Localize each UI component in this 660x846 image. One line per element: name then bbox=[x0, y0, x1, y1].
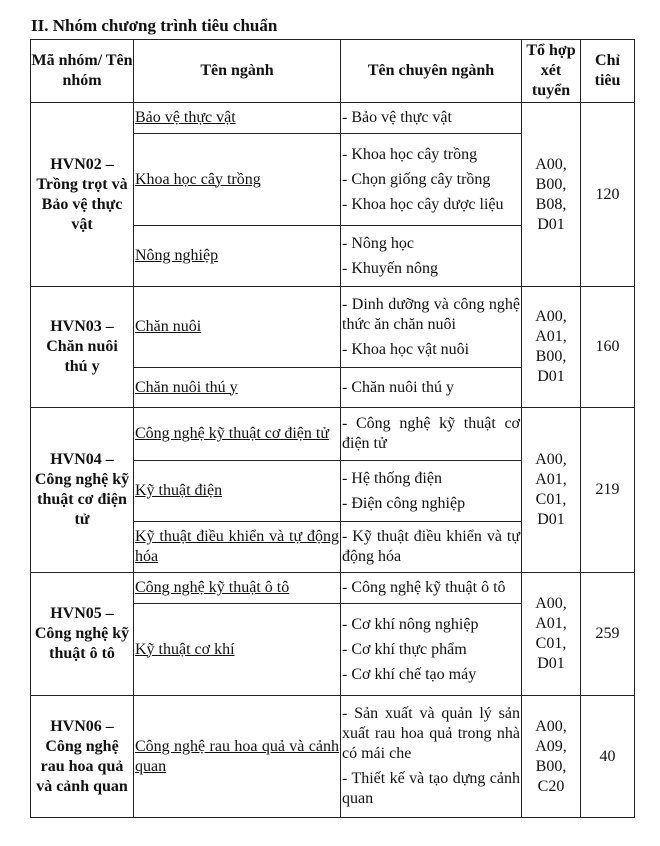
header-combination: Tổ hợp xét tuyển bbox=[522, 40, 581, 103]
group-name: HVN02 – Trồng trọt và Bảo vệ thực vật bbox=[31, 103, 134, 287]
group-name: HVN05 – Công nghệ kỹ thuật ô tô bbox=[31, 573, 134, 696]
quota: 40 bbox=[581, 696, 635, 818]
table-row bbox=[31, 696, 635, 818]
subject-combinations: A00, A01, C01, D01 bbox=[522, 408, 581, 573]
major-link[interactable]: Kỹ thuật điều khiển và tự động hóa bbox=[134, 522, 341, 573]
header-specialization: Tên chuyên ngành bbox=[341, 40, 522, 103]
major-link[interactable]: Công nghệ kỹ thuật ô tô bbox=[134, 573, 341, 604]
specialization-item: - Công nghệ kỹ thuật cơ điện tử bbox=[342, 415, 520, 452]
table-row bbox=[31, 287, 635, 368]
table-row bbox=[31, 573, 635, 604]
specializations bbox=[341, 134, 522, 226]
specialization-item: - Nông học bbox=[342, 234, 414, 252]
major-link[interactable]: Kỹ thuật cơ khí bbox=[134, 604, 341, 696]
header-group: Mã nhóm/ Tên nhóm bbox=[31, 40, 134, 103]
specializations bbox=[341, 522, 522, 573]
specialization-item: - Chọn giống cây trồng bbox=[342, 170, 491, 188]
specialization-item: - Hệ thống điện bbox=[342, 469, 442, 487]
specializations bbox=[341, 604, 522, 696]
specialization-item: - Dinh dưỡng và công nghệ thức ăn chăn nuôi bbox=[342, 295, 520, 333]
specializations bbox=[341, 287, 522, 368]
specialization-item: - Bảo vệ thực vật bbox=[342, 109, 452, 126]
major-link[interactable]: Chăn nuôi bbox=[134, 287, 341, 368]
section-title: II. Nhóm chương trình tiêu chuẩn bbox=[31, 16, 278, 35]
major-link[interactable]: Chăn nuôi thú y bbox=[134, 368, 341, 408]
specializations bbox=[341, 103, 522, 134]
specialization-item: - Khoa học cây trồng bbox=[342, 145, 478, 163]
major-link[interactable]: Khoa học cây trồng bbox=[134, 134, 341, 226]
specializations bbox=[341, 226, 522, 287]
specialization-item: - Thiết kế và tạo dựng cảnh quan bbox=[342, 770, 520, 807]
subject-combinations: A00, B00, B08, D01 bbox=[522, 103, 581, 287]
specializations bbox=[341, 461, 522, 522]
program-table bbox=[30, 39, 635, 818]
subject-combinations: A00, A01, B00, D01 bbox=[522, 287, 581, 408]
specializations bbox=[341, 408, 522, 461]
specialization-item: - Cơ khí nông nghiệp bbox=[342, 615, 479, 633]
table-row bbox=[31, 408, 635, 461]
specialization-item: - Sản xuất và quản lý sản xuất rau hoa quả trong nhà có mái che bbox=[342, 705, 520, 762]
quota: 259 bbox=[581, 573, 635, 696]
quota: 120 bbox=[581, 103, 635, 287]
specialization-item: - Cơ khí thực phẩm bbox=[342, 640, 467, 658]
group-name: HVN04 – Công nghệ kỹ thuật cơ điện tử bbox=[31, 408, 134, 573]
quota: 160 bbox=[581, 287, 635, 408]
quota: 219 bbox=[581, 408, 635, 573]
group-name: HVN06 – Công nghệ rau hoa quả và cảnh quan bbox=[31, 696, 134, 818]
specializations bbox=[341, 696, 522, 818]
specialization-item: - Điện công nghiệp bbox=[342, 494, 466, 512]
subject-combinations: A00, A01, C01, D01 bbox=[522, 573, 581, 696]
specialization-item: - Cơ khí chế tạo máy bbox=[342, 665, 477, 683]
specialization-item: - Chăn nuôi thú y bbox=[342, 378, 454, 396]
major-link[interactable]: Bảo vệ thực vật bbox=[134, 103, 341, 134]
specialization-item: - Khoa học cây dược liệu bbox=[342, 195, 504, 213]
table-row bbox=[31, 103, 635, 134]
header-major: Tên ngành bbox=[134, 40, 341, 103]
specialization-item: - Kỹ thuật điều khiển và tự động hóa bbox=[342, 528, 520, 565]
specialization-item: - Công nghệ kỹ thuật ô tô bbox=[342, 579, 506, 596]
major-link[interactable]: Kỹ thuật điện bbox=[134, 461, 341, 522]
major-link[interactable]: Công nghệ rau hoa quả và cảnh quan bbox=[134, 696, 341, 818]
header-quota: Chỉ tiêu bbox=[581, 40, 635, 103]
major-link[interactable]: Nông nghiệp bbox=[134, 226, 341, 287]
major-link[interactable]: Công nghệ kỹ thuật cơ điện tử bbox=[134, 408, 341, 461]
specializations bbox=[341, 368, 522, 408]
subject-combinations: A00, A09, B00, C20 bbox=[522, 696, 581, 818]
specialization-item: - Khoa học vật nuôi bbox=[342, 340, 470, 358]
header-row bbox=[31, 40, 635, 103]
specializations bbox=[341, 573, 522, 604]
specialization-item: - Khuyến nông bbox=[342, 259, 438, 277]
group-name: HVN03 – Chăn nuôi thú y bbox=[31, 287, 134, 408]
